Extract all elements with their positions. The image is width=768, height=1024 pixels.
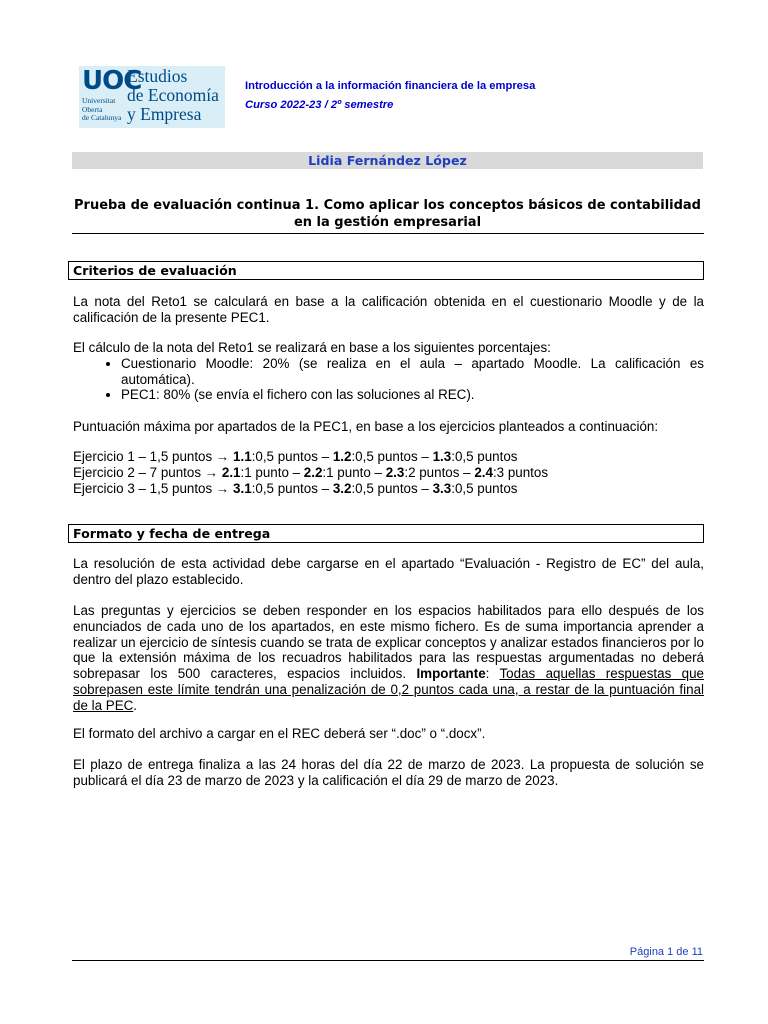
penalty-note: Todas aquellas respuestas que sobrepasen este límite tendrán una penalización de 0,2 puntos cada una, a restar de la puntuación final de la PEC: [73, 666, 704, 713]
logo-studies-line: y Empresa: [127, 104, 202, 124]
part-points: :1 punto –: [240, 464, 304, 480]
exercise-line-1: [73, 449, 704, 465]
criteria-heading: Criterios de evaluación: [68, 261, 704, 280]
course-term: Curso 2022-23 / 2º semestre: [245, 99, 394, 111]
part-number: 3.2: [332, 480, 352, 496]
exercise-list: [73, 449, 704, 496]
format-paragraph-4: El plazo de entrega finaliza a las 24 horas del día 22 de marzo de 2023. La propuesta de solución se publicará el día 23 de marzo de 2023 y la calificación el día 29 de marzo de 2023.: [73, 757, 704, 788]
important-label: Importante: [416, 666, 486, 682]
logo-studies-line: Estudios: [127, 66, 188, 86]
logo-mark: UOC: [82, 66, 142, 96]
format-paragraph-2-text: Las preguntas y ejercicios se deben responder en los espacios habilitados para ello después de los enunciados de cada uno de los apartados, en este mismo fichero. Es de suma importancia aprender a realizar un ejercicio de síntesis cuando se trata de explicar conceptos y analizar estados financieros por lo que la extensión máxima de los recuadros habilitados para las respuestas argumentadas no deberá sobrepasar los 500 caracteres, espacios incluidos.: [73, 603, 704, 682]
criteria-paragraph-1: La nota del Reto1 se calculará en base a la calificación obtenida en el cuestionario Moodle y de la calificación de la presente PEC1.: [73, 294, 704, 325]
part-points: :0,5 puntos –: [351, 449, 433, 464]
logo-studies-line: de Economía: [127, 85, 219, 105]
logo-university-line: Universitat: [82, 96, 116, 105]
criteria-paragraph-2: [73, 340, 704, 403]
criteria-paragraph-3: Puntuación máxima por apartados de la PEC1, en base a los ejercicios planteados a continuación:: [73, 419, 659, 434]
colon: :: [485, 666, 500, 682]
format-heading: Formato y fecha de entrega: [68, 524, 704, 543]
criteria-paragraph-2-text: El cálculo de la nota del Reto1 se realizará en base a los siguientes porcentajes:: [73, 340, 551, 355]
exercise-label: Ejercicio 2 – 7 puntos →: [73, 464, 222, 480]
student-name-bar: [72, 152, 703, 169]
page-number: Página 1 de 11: [629, 946, 703, 958]
part-points: :0,5 puntos: [451, 449, 518, 464]
course-name: Introducción a la información financiera de la empresa: [245, 80, 536, 92]
logo-studies-name: [127, 67, 219, 124]
part-points: :3 puntos: [492, 464, 549, 480]
part-number: 2.2: [303, 464, 323, 480]
criteria-bullet-list: [73, 356, 704, 403]
format-paragraph-3: El formato del archivo a cargar en el REC deberá ser “.doc” o “.docx”.: [73, 726, 486, 741]
title-divider: [72, 233, 704, 234]
format-paragraph-1: La resolución de esta actividad debe cargarse en el apartado “Evaluación - Registro de EC” del aula, dentro del plazo establecido.: [73, 556, 704, 587]
part-number: 2.4: [474, 464, 493, 480]
part-points: :0,5 puntos –: [251, 480, 333, 496]
part-points: :0,5 puntos –: [351, 480, 433, 496]
document-title: Prueba de evaluación continua 1. Como aplicar los conceptos básicos de contabilidad en la gestión empresarial: [74, 198, 701, 230]
exercise-line-2: [73, 465, 704, 481]
part-points: :0,5 puntos: [451, 480, 518, 496]
footer-divider: [72, 960, 704, 961]
logo-university-line: Oberta: [82, 104, 103, 114]
part-number: 1.2: [332, 449, 352, 464]
format-paragraph-2: [73, 603, 704, 714]
part-number: 2.1: [221, 464, 241, 480]
part-number: 2.3: [385, 464, 405, 480]
exercise-line-3: [73, 481, 704, 497]
part-number: 3.3: [432, 480, 452, 496]
part-points: :0,5 puntos –: [251, 449, 333, 464]
course-header: [245, 77, 535, 115]
exercise-label: Ejercicio 1 – 1,5 puntos →: [73, 449, 234, 464]
student-name: Lidia Fernández López: [308, 153, 467, 168]
part-points: :1 punto –: [322, 464, 386, 480]
list-item: • Cuestionario Moodle: 20% (se realiza en el aula – apartado Moodle. La calificación es automática).: [121, 356, 704, 388]
period: .: [133, 697, 138, 713]
list-item: • PEC1: 80% (se envía el fichero con las soluciones al REC).: [121, 387, 704, 403]
part-number: 1.1: [233, 449, 252, 464]
exercise-label: Ejercicio 3 – 1,5 puntos →: [73, 480, 234, 496]
uoc-logo: [79, 66, 225, 128]
logo-university-name: [82, 97, 121, 123]
logo-university-line: de Catalunya: [82, 113, 122, 122]
part-number: 1.3: [432, 449, 452, 464]
part-number: 3.1: [233, 480, 252, 496]
part-points: :2 puntos –: [404, 464, 475, 480]
